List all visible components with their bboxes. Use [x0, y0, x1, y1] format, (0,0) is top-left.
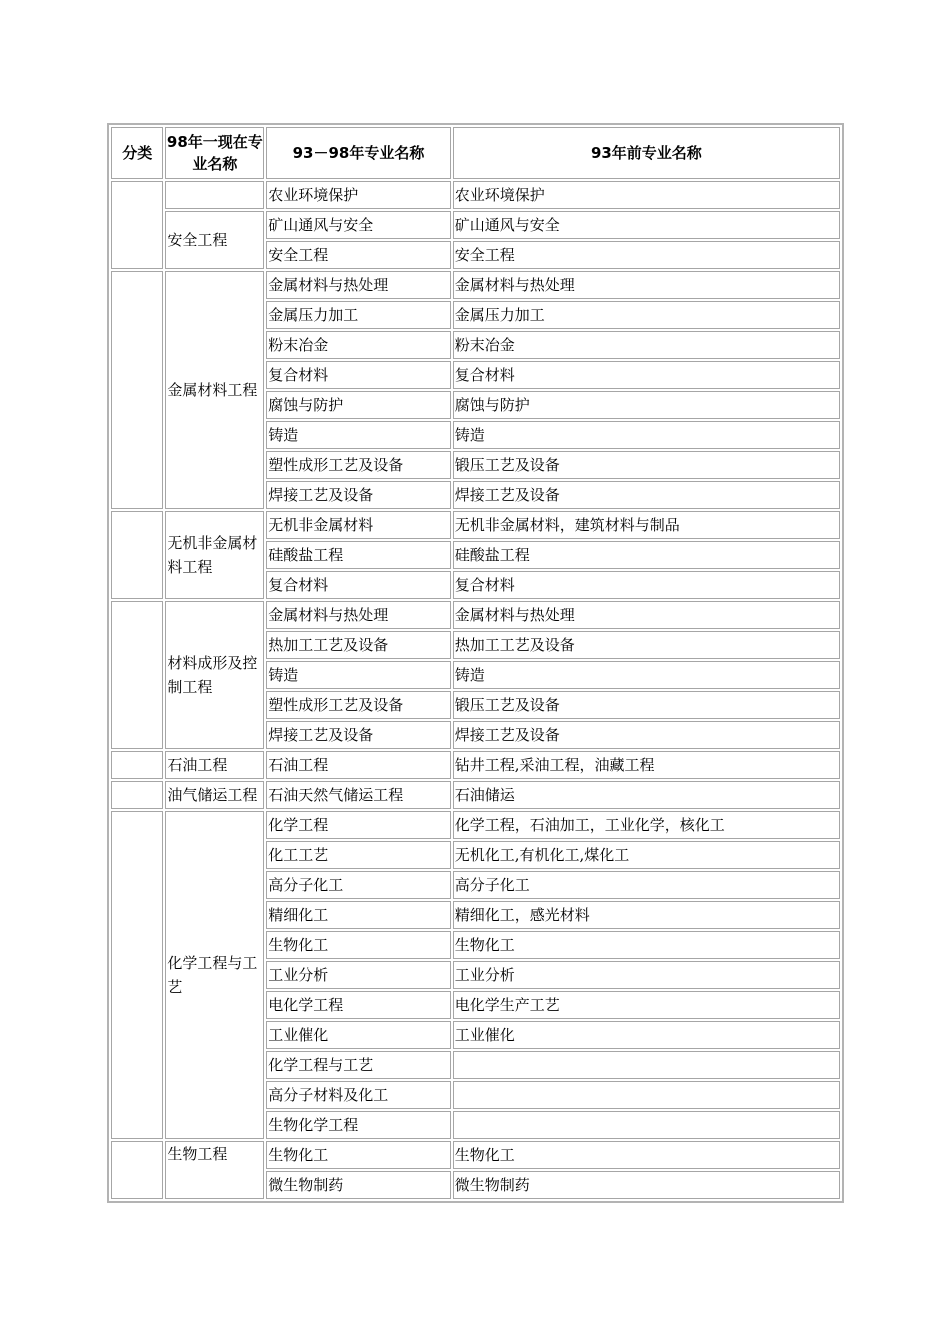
major-pre-93-cell [453, 1081, 840, 1109]
major-pre-93-cell: 焊接工艺及设备 [453, 721, 840, 749]
major-name-table [107, 123, 844, 1203]
major-pre-93-cell: 矿山通风与安全 [453, 211, 840, 239]
major-93-98-cell: 铸造 [266, 661, 451, 689]
major-pre-93-cell: 无机化工,有机化工,煤化工 [453, 841, 840, 869]
major-pre-93-cell: 铸造 [453, 661, 840, 689]
major-pre-93-cell: 安全工程 [453, 241, 840, 269]
major-93-98-cell: 腐蚀与防护 [266, 391, 451, 419]
header-category: 分类 [111, 127, 163, 179]
major-93-98-cell: 矿山通风与安全 [266, 211, 451, 239]
major-93-98-cell: 工业催化 [266, 1021, 451, 1049]
major-pre-93-cell: 金属材料与热处理 [453, 271, 840, 299]
table-row [111, 811, 840, 839]
major-pre-93-cell: 工业分析 [453, 961, 840, 989]
major-pre-93-cell: 粉末冶金 [453, 331, 840, 359]
major-pre-93-cell: 化学工程，石油加工，工业化学，核化工 [453, 811, 840, 839]
current-major-cell: 金属材料工程 [165, 271, 264, 509]
category-cell [111, 811, 163, 1139]
current-major-cell: 安全工程 [165, 211, 264, 269]
table-row [111, 751, 840, 779]
major-93-98-cell: 生物化工 [266, 1141, 451, 1169]
table-body [111, 181, 840, 1199]
major-pre-93-cell: 热加工工艺及设备 [453, 631, 840, 659]
current-major-cell: 石油工程 [165, 751, 264, 779]
table-row [111, 271, 840, 299]
category-cell [111, 271, 163, 509]
major-93-98-cell: 金属材料与热处理 [266, 271, 451, 299]
major-pre-93-cell: 精细化工，感光材料 [453, 901, 840, 929]
current-major-cell: 无机非金属材料工程 [165, 511, 264, 599]
category-cell [111, 1141, 163, 1199]
category-cell [111, 601, 163, 749]
major-pre-93-cell: 工业催化 [453, 1021, 840, 1049]
table-row [111, 601, 840, 629]
table-row [111, 1141, 840, 1169]
major-pre-93-cell: 硅酸盐工程 [453, 541, 840, 569]
major-pre-93-cell [453, 1111, 840, 1139]
table-row [111, 181, 840, 209]
major-pre-93-cell: 铸造 [453, 421, 840, 449]
major-93-98-cell: 化学工程 [266, 811, 451, 839]
major-93-98-cell: 复合材料 [266, 361, 451, 389]
major-pre-93-cell: 金属压力加工 [453, 301, 840, 329]
current-major-cell [165, 181, 264, 209]
major-pre-93-cell: 复合材料 [453, 571, 840, 599]
major-93-98-cell: 电化学工程 [266, 991, 451, 1019]
major-pre-93-cell: 农业环境保护 [453, 181, 840, 209]
major-93-98-cell: 热加工工艺及设备 [266, 631, 451, 659]
major-pre-93-cell: 电化学生产工艺 [453, 991, 840, 1019]
major-93-98-cell: 安全工程 [266, 241, 451, 269]
major-pre-93-cell: 复合材料 [453, 361, 840, 389]
major-93-98-cell: 生物化学工程 [266, 1111, 451, 1139]
major-93-98-cell: 粉末冶金 [266, 331, 451, 359]
major-93-98-cell: 高分子材料及化工 [266, 1081, 451, 1109]
major-93-98-cell: 塑性成形工艺及设备 [266, 451, 451, 479]
major-93-98-cell: 铸造 [266, 421, 451, 449]
major-93-98-cell: 高分子化工 [266, 871, 451, 899]
major-93-98-cell: 精细化工 [266, 901, 451, 929]
major-93-98-cell: 农业环境保护 [266, 181, 451, 209]
major-93-98-cell: 生物化工 [266, 931, 451, 959]
major-93-98-cell: 石油天然气储运工程 [266, 781, 451, 809]
major-pre-93-cell: 锻压工艺及设备 [453, 451, 840, 479]
major-pre-93-cell: 锻压工艺及设备 [453, 691, 840, 719]
category-cell [111, 781, 163, 809]
major-93-98-cell: 金属材料与热处理 [266, 601, 451, 629]
major-93-98-cell: 金属压力加工 [266, 301, 451, 329]
current-major-cell: 化学工程与工艺 [165, 811, 264, 1139]
major-pre-93-cell: 焊接工艺及设备 [453, 481, 840, 509]
major-93-98-cell: 焊接工艺及设备 [266, 721, 451, 749]
major-93-98-cell: 微生物制药 [266, 1171, 451, 1199]
category-cell [111, 511, 163, 599]
major-93-98-cell: 硅酸盐工程 [266, 541, 451, 569]
table-row [111, 211, 840, 239]
major-pre-93-cell: 生物化工 [453, 1141, 840, 1169]
current-major-cell: 材料成形及控制工程 [165, 601, 264, 749]
major-93-98-cell: 石油工程 [266, 751, 451, 779]
major-pre-93-cell [453, 1051, 840, 1079]
header-current-major: 98年一现在专业名称 [165, 127, 264, 179]
major-pre-93-cell: 金属材料与热处理 [453, 601, 840, 629]
major-pre-93-cell: 钻井工程,采油工程，油藏工程 [453, 751, 840, 779]
major-93-98-cell: 无机非金属材料 [266, 511, 451, 539]
major-93-98-cell: 塑性成形工艺及设备 [266, 691, 451, 719]
major-93-98-cell: 化工工艺 [266, 841, 451, 869]
current-major-cell: 油气储运工程 [165, 781, 264, 809]
major-pre-93-cell: 高分子化工 [453, 871, 840, 899]
major-pre-93-cell: 石油储运 [453, 781, 840, 809]
header-93-98-major: 93－98年专业名称 [266, 127, 451, 179]
current-major-cell: 生物工程 [165, 1141, 264, 1199]
major-pre-93-cell: 无机非金属材料，建筑材料与制品 [453, 511, 840, 539]
major-93-98-cell: 复合材料 [266, 571, 451, 599]
table-row [111, 781, 840, 809]
table-row [111, 511, 840, 539]
category-cell [111, 181, 163, 269]
major-93-98-cell: 化学工程与工艺 [266, 1051, 451, 1079]
major-93-98-cell: 焊接工艺及设备 [266, 481, 451, 509]
major-pre-93-cell: 腐蚀与防护 [453, 391, 840, 419]
header-pre-93-major: 93年前专业名称 [453, 127, 840, 179]
major-93-98-cell: 工业分析 [266, 961, 451, 989]
category-cell [111, 751, 163, 779]
major-pre-93-cell: 微生物制药 [453, 1171, 840, 1199]
major-pre-93-cell: 生物化工 [453, 931, 840, 959]
